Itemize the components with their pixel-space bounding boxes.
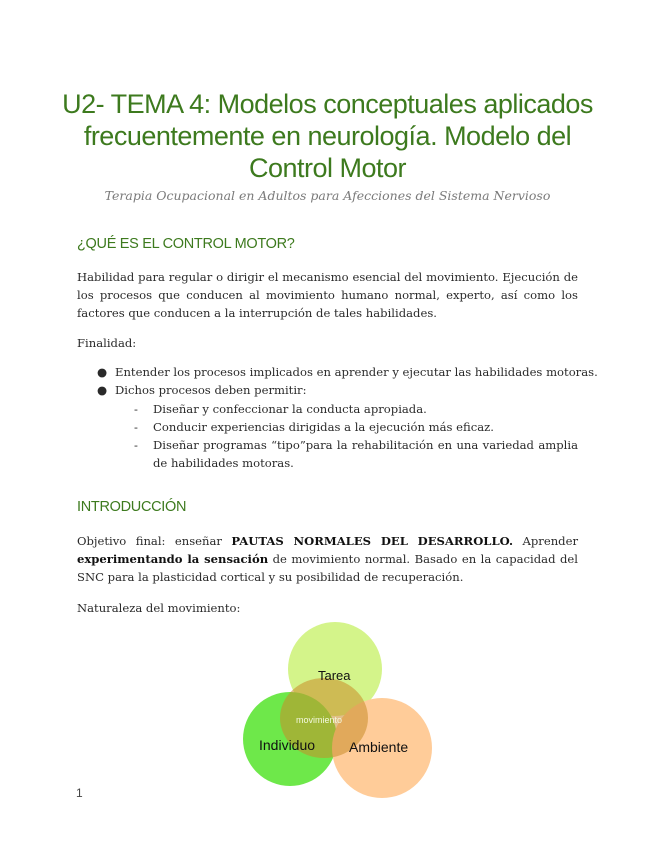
intro-text-1: Objetivo final: enseñar: [77, 534, 232, 548]
introduction-paragraph: [77, 532, 578, 587]
dash-icon: -: [134, 420, 138, 434]
sub-item-text: Diseñar programas “tipo”para la rehabilitación en una variedad amplia de habilidades motoras.: [153, 438, 578, 471]
title-line-1: U2- TEMA 4: Modelos conceptuales aplicados: [62, 89, 593, 119]
document-subtitle: Terapia Ocupacional en Adultos para Afecciones del Sistema Nervioso: [104, 188, 551, 203]
sub-item: [134, 436, 578, 472]
sub-item-text: Conducir experiencias dirigidas a la ejecución más eficaz.: [153, 420, 494, 434]
ambiente-label: Ambiente: [349, 739, 409, 755]
title-line-2: frecuentemente en neurología. Modelo del: [83, 121, 572, 151]
sub-item-text: Diseñar y confeccionar la conducta apropiada.: [153, 402, 427, 416]
bullet-text: Entender los procesos implicados en aprender y ejecutar las habilidades motoras.: [115, 365, 598, 379]
sub-item: [134, 400, 578, 418]
intro-bold-1: PAUTAS NORMALES DEL DESARROLLO.: [231, 534, 514, 548]
intro-bold-2: experimentando la sensación: [77, 552, 269, 567]
movimiento-label: movimiento: [296, 715, 343, 725]
sub-item: [134, 418, 578, 436]
individuo-label: Individuo: [259, 737, 316, 753]
definition-paragraph: Habilidad para regular o dirigir el mecanismo esencial del movimiento. Ejecución de los procesos que conducen al movimiento humano normal, experto, así como los factores que conducen a la interrupción de tales habilidades.: [77, 270, 578, 321]
page-number: 1: [76, 786, 83, 800]
intro-text-3: de movimiento normal. Basado en la capacidad del SNC para la plasticidad cortical y su posibilidad de recuperación.: [77, 552, 578, 585]
title-line-3: Control Motor: [248, 153, 407, 183]
tarea-label: Tarea: [318, 668, 351, 683]
section-heading-introduccion: INTRODUCCIÓN: [77, 499, 187, 515]
document-title: [60, 88, 595, 184]
dash-icon: -: [134, 438, 138, 452]
finalidad-label: Finalidad:: [77, 336, 137, 350]
dash-icon: -: [134, 402, 138, 416]
bullet-dot-icon: ●: [97, 365, 108, 379]
bullet-dot-icon: ●: [97, 383, 108, 397]
naturaleza-label: Naturaleza del movimiento:: [77, 601, 241, 615]
movement-venn-diagram: [238, 622, 438, 804]
section-heading-control-motor: ¿QUÉ ES EL CONTROL MOTOR?: [77, 236, 295, 252]
intro-text-2: Aprender: [513, 534, 578, 548]
bullet-text: Dichos procesos deben permitir:: [115, 383, 307, 397]
